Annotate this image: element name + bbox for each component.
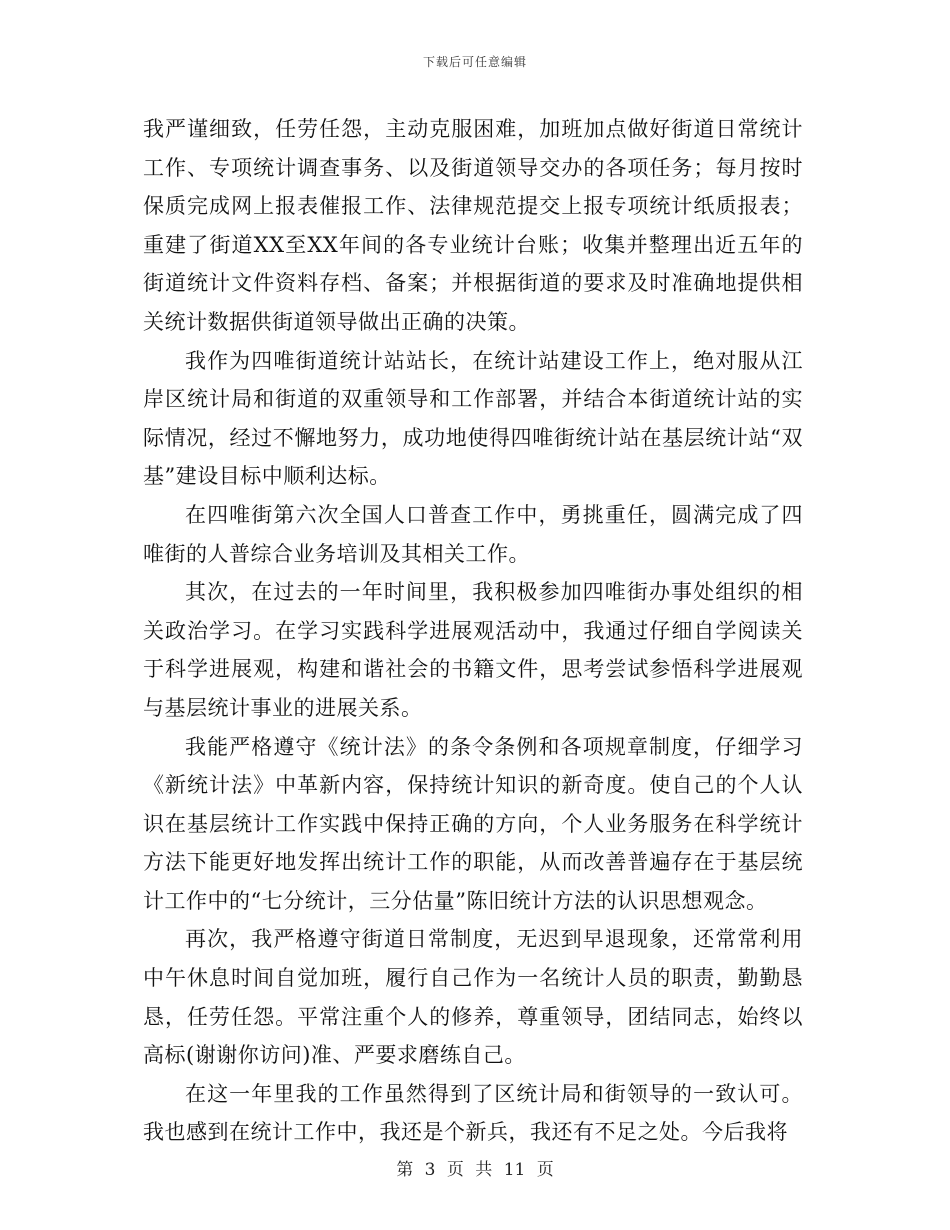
paragraph-4: 其次，在过去的一年时间里，我积极参加四唯街办事处组织的相关政治学习。在学习实践科学进展观活动中，我通过仔细自学阅读关于科学进展观，构建和谐社会的书籍文件，思考尝试参悟科学进展观与基层统计事业的进展关系。 (143, 580, 803, 720)
paragraph-5: 我能严格遵守《统计法》的条令条例和各项规章制度，仔细学习《新统计法》中革新内容，保持统计知识的新奇度。使自己的个人认识在基层统计工作实践中保持正确的方向，个人业务服务在科学统计方法下能更好地发挥出统计工作的职能，从而改善普遍存在于基层统计工作中的“七分统计，三分估量”陈旧统计方法的认识思想观念。 (143, 734, 803, 913)
document-body (143, 110, 803, 1152)
paragraph-2: 我作为四唯街道统计站站长，在统计站建设工作上，绝对服从江岸区统计局和街道的双重领导和工作部署，并结合本街道统计站的实际情况，经过不懈地努力，成功地使得四唯街统计站在基层统计站“双基”建设目标中顺利达标。 (143, 348, 803, 489)
paragraph-7: 在这一年里我的工作虽然得到了区统计局和街领导的一致认可。我也感到在统计工作中，我还是个新兵，我还有不足之处。今后我将 (143, 1081, 803, 1145)
page-header: 下载后可任意编辑 (422, 55, 527, 69)
page-number-footer: 第 3 页 共 11 页 (396, 1160, 554, 1180)
paragraph-1: 我严谨细致，任劳任怨，主动克服困难，加班加点做好街道日常统计工作、专项统计调查事务、以及街道领导交办的各项任务；每月按时保质完成网上报表催报工作、法律规范提交上报专项统计纸质报表；重建了街道XX至XX年间的各专业统计台账；收集并整理出近五年的街道统计文件资料存档、备案；并根据街道的要求及时准确地提供相关统计数据供街道领导做出正确的决策。 (143, 117, 803, 334)
paragraph-6: 再次，我严格遵守街道日常制度，无迟到早退现象，还常常利用中午休息时间自觉加班，履行自己作为一名统计人员的职责，勤勤恳恳，任劳任怨。平常注重个人的修养，尊重领导，团结同志，始终以高标(谢谢你访问)准、严要求磨练自己。 (143, 927, 803, 1068)
paragraph-3: 在四唯街第六次全国人口普查工作中，勇挑重任，圆满完成了四唯街的人普综合业务培训及其相关工作。 (143, 502, 803, 566)
